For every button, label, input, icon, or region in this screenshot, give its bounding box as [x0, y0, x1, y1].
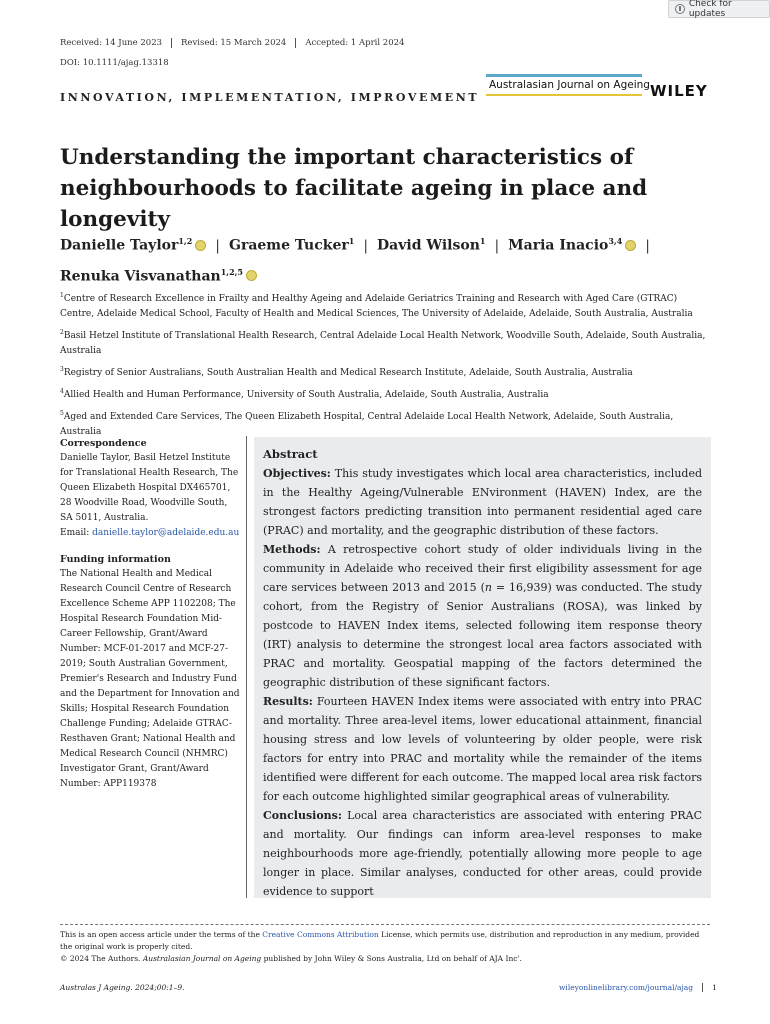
author-name[interactable]: David Wilson: [377, 237, 480, 254]
email-label: Email:: [60, 528, 93, 538]
correspondence-email: [60, 526, 240, 541]
title-line-1: Understanding the important characteristics of: [60, 145, 634, 170]
affiliation-number: 3: [60, 366, 64, 373]
footnote-divider: [60, 924, 710, 925]
conclusions-text: Local area characteristics are associated with entering PRAC and mortality. Our findings can inform area-level responses to make neighbourhoods more age-friendly, potentially allowing more people to age longer in place. Similar analyses, conducted for other areas, could provide evidence to support: [263, 809, 702, 898]
article-title: [60, 142, 720, 235]
author-separator: |: [645, 237, 650, 254]
methods-n: n: [484, 581, 492, 594]
affiliation-number: 2: [60, 329, 64, 336]
affiliation: [60, 384, 710, 403]
affiliation-text: Aged and Extended Care Services, The Queen Elizabeth Hospital, Central Adelaide Local Health Network, Adelaide, South Australia, Australia: [60, 412, 674, 437]
author-line-2: [60, 259, 720, 290]
accepted-date: Accepted: 1 April 2024: [295, 38, 413, 48]
journal-logo: [486, 74, 650, 96]
author-affil-sup: 1: [479, 236, 486, 246]
abstract-results: [263, 692, 702, 806]
journal-logo-bar: [486, 74, 642, 77]
copyright-text: [60, 953, 710, 965]
check-updates-label: Check for updates: [688, 0, 732, 19]
license-link[interactable]: Creative Commons Attribution: [262, 930, 379, 939]
affiliation: [60, 362, 710, 381]
author-name[interactable]: Danielle Taylor: [60, 237, 179, 254]
affiliation: [60, 406, 710, 440]
affiliation-text: Allied Health and Human Performance, University of South Australia, Adelaide, South Australia, Australia: [63, 390, 549, 400]
abstract-methods: [263, 540, 702, 692]
doi: DOI: 10.1111/ajag.13318: [60, 58, 169, 68]
author-separator: |: [215, 237, 220, 254]
author-name[interactable]: Graeme Tucker: [229, 237, 349, 254]
author-name[interactable]: Maria Inacio: [508, 237, 609, 254]
email-link[interactable]: danielle.taylor@adelaide.edu.au: [92, 528, 240, 538]
column-divider: [246, 436, 247, 898]
author-line-1: [60, 228, 720, 259]
results-label: Results:: [263, 695, 313, 708]
orcid-icon[interactable]: [625, 240, 636, 251]
affiliation-number: 4: [60, 388, 64, 395]
copyright-journal: Australasian Journal on Ageing: [142, 954, 262, 963]
journal-logo-underline: [486, 94, 642, 96]
journal-url-link[interactable]: wileyonlinelibrary.com/journal/ajag: [559, 983, 694, 992]
revised-date: Revised: 15 March 2024: [171, 38, 295, 48]
funding-heading: Funding information: [60, 554, 171, 565]
correspondence-text: Danielle Taylor, Basil Hetzel Institute for Translational Health Research, The Queen Elizabeth Hospital DX465701, 28 Woodville Road, Woodville South, SA 5011, Australia.: [60, 453, 239, 523]
check-updates-icon: [675, 4, 685, 14]
citation-text: Australas J Ageing. 2024;00:1–9.: [60, 983, 185, 992]
author-affil-sup: 1,2: [178, 236, 193, 246]
affiliation-text: Basil Hetzel Institute of Translational Health Research, Central Adelaide Local Health Network, Woodville South, Adelaide, South Australia, Australia: [60, 331, 706, 356]
methods-text-2: = 16,939) was conducted. The study cohort, from the Registry of Senior Australians (ROSA), was linked by postcode to HAVEN Index items, selected following item response theory (IRT) analysis to determine the strongest local area factors associated with PRAC and mortality. Geospatial mapping of the factors determined the geographic distribution of these significant factors.: [263, 581, 702, 689]
license-text-b: License, which permits use, distribution and reproduction in any medium, provided the original work is properly cited.: [60, 930, 700, 951]
license-footnote: [60, 929, 710, 965]
methods-label: Methods:: [263, 543, 321, 556]
author-name[interactable]: Renuka Visvanathan: [60, 268, 221, 285]
license-text-a: This is an open access article under the terms of the: [60, 930, 263, 939]
article-dates: [60, 38, 413, 48]
affiliation: [60, 288, 710, 322]
objectives-label: Objectives:: [263, 467, 331, 480]
author-affil-sup: 1: [348, 236, 355, 246]
affiliations: [60, 288, 710, 443]
page-number: 1: [702, 983, 717, 992]
orcid-icon[interactable]: [246, 270, 257, 281]
section-label: INNOVATION, IMPLEMENTATION, IMPROVEMENT: [60, 91, 480, 104]
conclusions-label: Conclusions:: [263, 809, 342, 822]
received-date: Received: 14 June 2023: [60, 38, 163, 48]
affiliation-number: 1: [60, 292, 64, 299]
journal-name: Australasian Journal on Ageing: [489, 79, 650, 91]
license-text: [60, 929, 710, 953]
abstract-heading: Abstract: [263, 447, 318, 461]
page-footer-right: [559, 983, 717, 992]
results-text: Fourteen HAVEN Index items were associated with entry into PRAC and mortality. Three area-level items, lower educational attainment, financial housing stress and low levels of volunteering by older people, were risk factors for entry into PRAC and mortality while the remainder of the items identified were different for each outcome. The mapped local area risk factors for each outcome highlighted similar geographical areas of vulnerability.: [263, 695, 702, 803]
check-for-updates-button[interactable]: [668, 0, 770, 18]
author-separator: |: [363, 237, 369, 254]
objectives-text: This study investigates which local area characteristics, included in the Healthy Ageing/Vulnerable ENvironment (HAVEN) Index, are the strongest factors predicting transition into permanent residential aged care (PRAC) and mortality, and the geographic distribution of these factors.: [263, 467, 702, 537]
methods-text: A retrospective cohort study of older individuals living in the community in Adelaide who received their first eligibility assessment for age care services between 2013 and 2015 (: [263, 543, 702, 594]
copyright-b: published by John Wiley & Sons Australia, Ltd on behalf of AJA Inc'.: [261, 954, 522, 963]
abstract-conclusions: [263, 806, 702, 898]
affiliation-text: Centre of Research Excellence in Frailty and Healthy Ageing and Adelaide Geriatrics Training and Research with Aged Care (GTRAC) Centre, Adelaide Medical School, Faculty of Health and Medical Sciences, The University of Adelaide, Adelaide, South Australia, Australia: [60, 294, 693, 319]
affiliation-number: 5: [60, 410, 64, 417]
title-line-2: neighbourhoods to facilitate ageing in place and longevity: [60, 176, 648, 232]
copyright-a: © 2024 The Authors.: [60, 954, 143, 963]
author-affil-sup: 3,4: [608, 236, 623, 246]
abstract-objectives: [263, 464, 702, 540]
affiliation: [60, 325, 710, 359]
publisher-logo: WILEY: [650, 82, 708, 100]
affiliation-text: Registry of Senior Australians, South Australian Health and Medical Research Institute, Adelaide, South Australia, Australia: [63, 368, 633, 378]
author-affil-sup: 1,2,5: [220, 266, 243, 277]
orcid-icon[interactable]: [195, 240, 206, 251]
citation: [60, 983, 184, 992]
abstract-box: [254, 437, 711, 898]
funding-text: The National Health and Medical Research Council Centre of Research Excellence Scheme APP 1102208; The Hospital Research Foundation Mid-Career Fellowship, Grant/Award Number: MCF-01-2017 and MCF-27-2019; South Australian Government, Premier's Research and Industry Fund and the Department for Innovation and Skills; Hospital Research Foundation Challenge Funding; Adelaide GTRAC-Resthaven Grant; National Health and Medical Research Council (NHMRC) Investigator Grant, Grant/Award Number: APP119378: [60, 569, 240, 789]
author-separator: |: [494, 237, 500, 254]
sidebar: [60, 436, 240, 792]
author-list: [60, 228, 720, 289]
correspondence-heading: Correspondence: [60, 438, 147, 449]
